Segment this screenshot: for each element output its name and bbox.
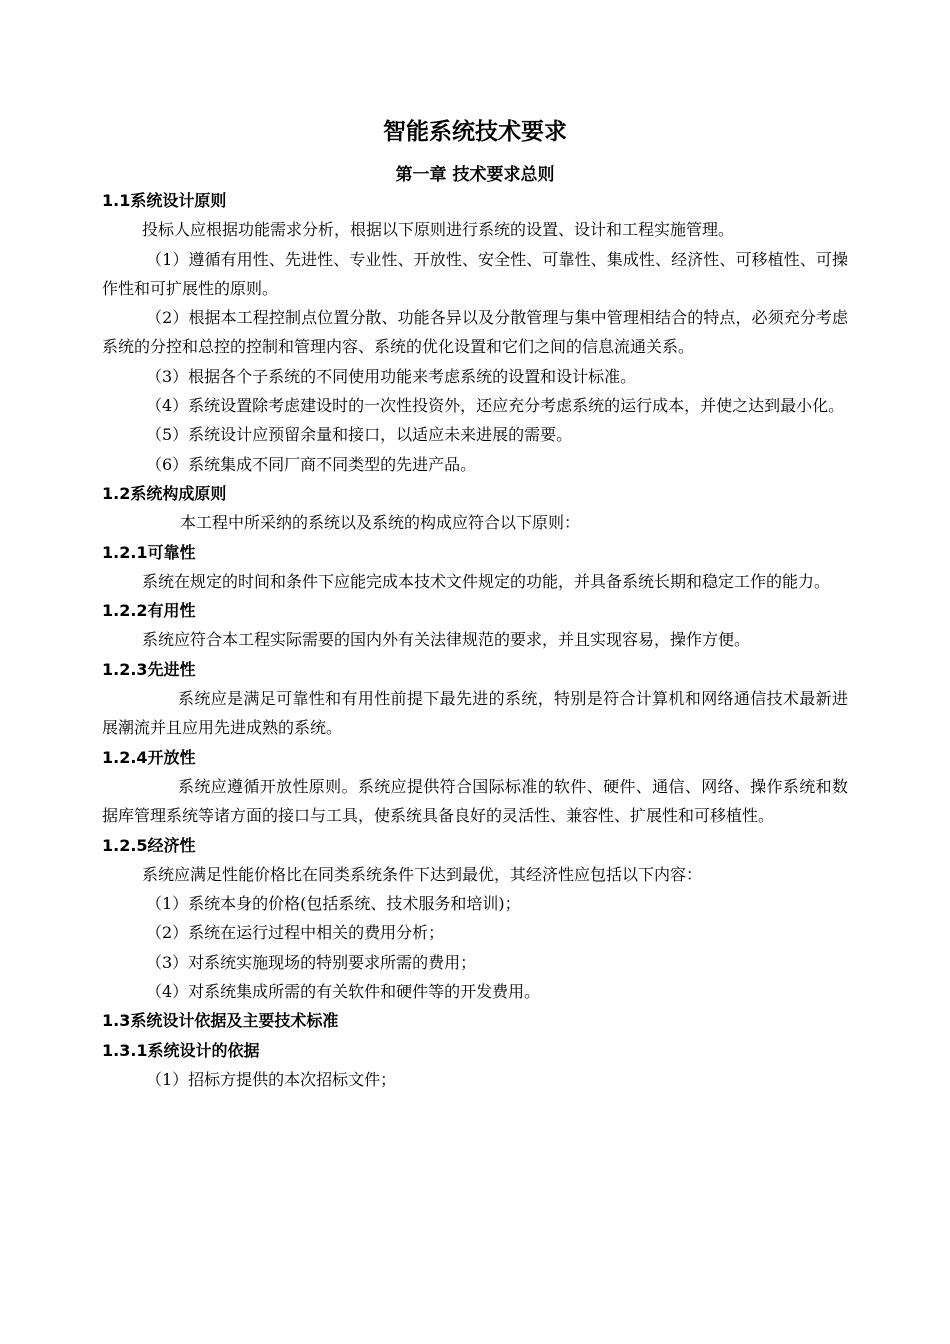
list-item: （1）系统本身的价格(包括系统、技术服务和培训)； (146, 894, 521, 914)
page-title: 智能系统技术要求 (383, 119, 567, 145)
subsection-heading-1-2-4: 1.2.4开放性 (102, 747, 196, 767)
chapter-title: 第一章 技术要求总则 (395, 165, 555, 185)
section-heading-1-2: 1.2系统构成原则 (102, 483, 227, 503)
paragraph: 系统应是满足可靠性和有用性前提下最先进的系统，特别是符合计算机和网络通信技术最新进展潮流并且应用先进成熟的系统。 (102, 689, 848, 738)
list-item: （6）系统集成不同厂商不同类型的先进产品。 (146, 454, 477, 474)
paragraph: 系统在规定的时间和条件下应能完成本技术文件规定的功能，并具备系统长期和稳定工作的能力。 (142, 571, 831, 591)
section-heading-1-3: 1.3系统设计依据及主要技术标准 (102, 1011, 339, 1031)
section-heading-1-1: 1.1系统设计原则 (102, 191, 227, 210)
list-item: （3）根据各个子系统的不同使用功能来考虑系统的设置和设计标准。 (146, 366, 637, 386)
list-item: （1）遵循有用性、先进性、专业性、开放性、安全性、可靠性、集成性、经济性、可移植性、可操作性和可扩展性的原则。 (102, 249, 848, 298)
paragraph: 本工程中所采纳的系统以及系统的构成应符合以下原则： (180, 513, 581, 533)
subsection-heading-1-2-2: 1.2.2有用性 (102, 601, 196, 621)
list-item: （4）对系统集成所需的有关软件和硬件等的开发费用。 (146, 982, 541, 1002)
list-item: （5）系统设计应预留余量和接口，以适应未来进展的需要。 (146, 425, 573, 445)
paragraph: 系统应遵循开放性原则。系统应提供符合国际标准的软件、硬件、通信、网络、操作系统和数据库管理系统等诸方面的接口与工具，使系统具备良好的灵活性、兼容性、扩展性和可移植性。 (102, 776, 848, 826)
list-item: （2）系统在运行过程中相关的费用分析； (146, 923, 445, 943)
subsection-heading-1-3-1: 1.3.1系统设计的依据 (102, 1040, 260, 1060)
paragraph: 系统应符合本工程实际需要的国内外有关法律规范的要求，并且实现容易，操作方便。 (142, 630, 751, 650)
paragraph: 投标人应根据功能需求分析，根据以下原则进行系统的设置、设计和工程实施管理。 (142, 220, 735, 240)
list-item: （2）根据本工程控制点位置分散、功能各异以及分散管理与集中管理相结合的特点，必须充分考虑系统的分控和总控的控制和管理内容、系统的优化设置和它们之间的信息流通关系。 (102, 308, 848, 357)
subsection-heading-1-2-5: 1.2.5经济性 (102, 835, 196, 855)
paragraph: 系统应满足性能价格比在同类系统条件下达到最优，其经济性应包括以下内容： (142, 864, 703, 884)
list-item: （3）对系统实施现场的特别要求所需的费用； (146, 952, 477, 972)
list-item: （1）招标方提供的本次招标文件； (146, 1069, 397, 1089)
document-body (102, 186, 848, 1094)
subsection-heading-1-2-1: 1.2.1可靠性 (102, 542, 196, 562)
list-item: （4）系统设置除考虑建设时的一次性投资外，还应充分考虑系统的运行成本，并使之达到最小化。 (146, 396, 845, 416)
subsection-heading-1-2-3: 1.2.3先进性 (102, 659, 196, 679)
